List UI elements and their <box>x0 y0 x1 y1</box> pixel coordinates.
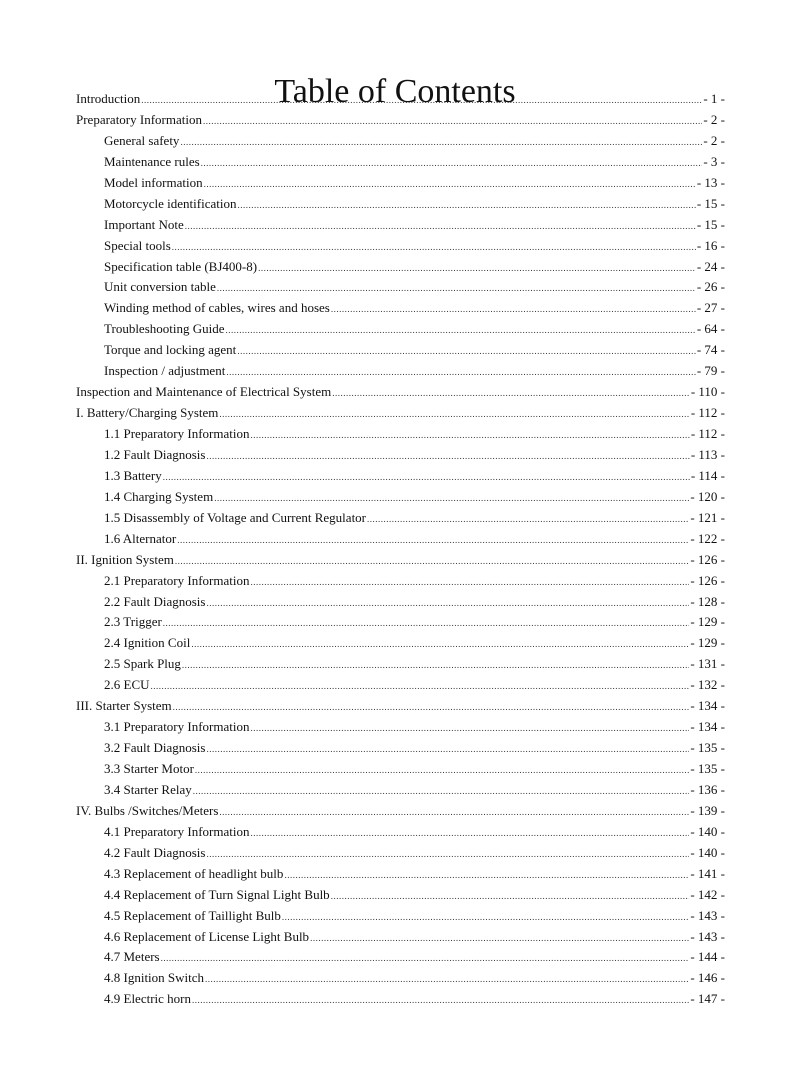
toc-entry-label: 2.4 Ignition Coil <box>104 635 191 651</box>
dot-leader <box>151 675 690 697</box>
toc-entry-page: - 132 - <box>690 677 725 693</box>
toc-entry[interactable] <box>76 403 725 424</box>
toc-entry-label: Special tools <box>104 237 171 253</box>
toc-entry-label: 3.4 Starter Relay <box>104 781 192 797</box>
dot-leader <box>226 319 696 341</box>
dot-leader <box>282 906 689 928</box>
toc-entry-page: - 140 - <box>690 823 725 839</box>
toc-entry[interactable] <box>76 989 725 1010</box>
dot-leader <box>175 550 689 572</box>
dot-leader <box>367 508 689 530</box>
toc-entry[interactable] <box>76 612 725 633</box>
toc-entry-page: - 135 - <box>690 761 725 776</box>
toc-entry-page: - 144 - <box>690 949 725 965</box>
toc-entry-label: Preparatory Information <box>76 111 202 127</box>
dot-leader <box>173 696 690 718</box>
toc-entry-page: - 143 - <box>690 907 725 923</box>
toc-entry-label: Motorcycle identification <box>104 195 237 211</box>
toc-entry-label: 2.5 Spark Plug <box>104 656 181 672</box>
toc-entry-page: - 1 - <box>703 91 725 106</box>
toc-entry-label: Introduction <box>76 91 141 106</box>
toc-entry-label: 2.2 Fault Diagnosis <box>104 593 206 609</box>
toc-entry[interactable] <box>76 298 725 319</box>
dot-leader <box>206 738 689 760</box>
toc-entry-page: - 131 - <box>690 656 725 672</box>
toc-entry-page: - 64 - <box>696 321 725 337</box>
toc-entry-label: 1.3 Battery <box>104 467 162 483</box>
dot-leader <box>250 717 689 739</box>
toc-entry-label: Maintenance rules <box>104 153 200 169</box>
toc-entry[interactable] <box>76 675 725 696</box>
dot-leader <box>332 382 690 404</box>
toc-entry[interactable] <box>76 236 725 257</box>
dot-leader <box>203 110 702 132</box>
dot-leader <box>141 89 702 111</box>
toc-entry[interactable] <box>76 466 725 487</box>
dot-leader <box>258 257 696 279</box>
dot-leader <box>214 487 689 509</box>
toc-entry-label: 4.2 Fault Diagnosis <box>104 844 206 860</box>
dot-leader <box>193 780 690 802</box>
toc-entry-page: - 114 - <box>690 467 725 483</box>
dot-leader <box>250 822 689 844</box>
toc-entry-page: - 139 - <box>690 802 725 818</box>
toc-entry-page: - 79 - <box>696 363 725 379</box>
toc-entry[interactable] <box>76 738 725 759</box>
toc-entry[interactable] <box>76 968 725 989</box>
toc-entry-label: 4.9 Electric horn <box>104 991 191 1007</box>
dot-leader <box>180 131 702 153</box>
toc-entry-page: - 122 - <box>690 530 725 546</box>
toc-entry-page: - 74 - <box>696 342 725 358</box>
toc-entry[interactable] <box>76 696 725 717</box>
table-of-contents <box>76 89 725 1010</box>
toc-entry-label: 1.4 Charging System <box>104 488 214 504</box>
toc-entry-page: - 2 - <box>703 132 725 148</box>
toc-entry[interactable] <box>76 110 725 131</box>
toc-entry[interactable] <box>76 194 725 215</box>
toc-entry-label: IV. Bulbs /Switches/Meters <box>76 802 219 818</box>
toc-entry-label: 3.1 Preparatory Information <box>104 719 250 735</box>
toc-entry[interactable] <box>76 906 725 927</box>
toc-entry-page: - 16 - <box>696 237 725 253</box>
dot-leader <box>250 424 689 446</box>
dot-leader <box>219 403 689 425</box>
toc-entry-label: 2.1 Preparatory Information <box>104 572 250 588</box>
toc-entry-page: - 112 - <box>690 405 725 421</box>
dot-leader <box>201 152 703 174</box>
toc-entry-label: 2.3 Trigger <box>104 614 162 630</box>
toc-entry-label: Winding method of cables, wires and hoses <box>104 300 330 316</box>
toc-entry-label: 3.2 Fault Diagnosis <box>104 740 206 756</box>
dot-leader <box>177 529 689 551</box>
toc-entry-page: - 129 - <box>690 614 725 630</box>
toc-entry[interactable] <box>76 445 725 466</box>
toc-entry-page: - 13 - <box>696 174 725 190</box>
toc-entry-page: - 126 - <box>690 551 725 567</box>
toc-entry[interactable] <box>76 654 725 675</box>
toc-entry-label: 4.1 Preparatory Information <box>104 823 250 839</box>
toc-entry-label: General safety <box>104 132 180 148</box>
toc-entry-label: 4.3 Replacement of headlight bulb <box>104 865 284 881</box>
toc-entry[interactable] <box>76 759 725 780</box>
toc-entry-label: 2.6 ECU <box>104 677 150 693</box>
toc-entry-label: 4.6 Replacement of License Light Bulb <box>104 928 310 944</box>
toc-entry-page: - 27 - <box>696 300 725 316</box>
dot-leader <box>250 571 689 593</box>
toc-entry[interactable] <box>76 864 725 885</box>
toc-entry[interactable] <box>76 550 725 571</box>
dot-leader <box>172 236 696 258</box>
toc-entry[interactable] <box>76 487 725 508</box>
toc-entry-label: Inspection and Maintenance of Electrical System <box>76 384 332 400</box>
toc-entry-label: 4.8 Ignition Switch <box>104 970 205 986</box>
toc-entry[interactable] <box>76 277 725 298</box>
toc-entry[interactable] <box>76 801 725 822</box>
toc-entry-label: II. Ignition System <box>76 551 174 567</box>
dot-leader <box>284 864 689 886</box>
page-title: Table of Contents <box>274 72 516 110</box>
toc-entry[interactable] <box>76 361 725 382</box>
toc-entry-page: - 129 - <box>690 635 725 651</box>
toc-entry[interactable] <box>76 717 725 738</box>
toc-entry-page: - 147 - <box>690 991 725 1007</box>
dot-leader <box>310 927 689 949</box>
toc-entry[interactable] <box>76 780 725 801</box>
toc-entry[interactable] <box>76 633 725 654</box>
toc-entry-page: - 112 - <box>690 426 725 441</box>
toc-entry-page: - 141 - <box>690 865 725 881</box>
toc-entry-label: Inspection / adjustment <box>104 363 226 379</box>
toc-entry-label: Important Note <box>104 216 184 232</box>
dot-leader <box>331 298 696 320</box>
toc-entry-label: 1.1 Preparatory Information <box>104 426 250 441</box>
toc-entry-page: - 110 - <box>690 384 725 400</box>
toc-entry-label: Specification table (BJ400-8) <box>104 258 258 274</box>
dot-leader <box>206 445 689 467</box>
dot-leader <box>163 466 690 488</box>
toc-entry-label: 3.3 Starter Motor <box>104 761 194 776</box>
toc-entry-page: - 15 - <box>696 195 725 211</box>
toc-entry[interactable] <box>76 89 725 110</box>
dot-leader <box>206 592 689 614</box>
dot-leader <box>182 654 689 676</box>
toc-entry[interactable] <box>76 822 725 843</box>
toc-entry[interactable] <box>76 319 725 340</box>
dot-leader <box>205 968 689 990</box>
toc-entry-label: Model information <box>104 174 203 190</box>
toc-entry-label: 4.4 Replacement of Turn Signal Light Bulb <box>104 886 330 902</box>
toc-entry-page: - 143 - <box>690 928 725 944</box>
toc-entry-page: - 140 - <box>690 844 725 860</box>
toc-entry-page: - 121 - <box>690 509 725 525</box>
toc-entry[interactable] <box>76 173 725 194</box>
dot-leader <box>204 173 696 195</box>
toc-entry[interactable] <box>76 257 725 278</box>
toc-entry[interactable] <box>76 947 725 968</box>
toc-entry-page: - 142 - <box>690 886 725 902</box>
toc-entry-label: 1.5 Disassembly of Voltage and Current Regulator <box>104 509 367 525</box>
toc-entry[interactable] <box>76 382 725 403</box>
toc-entry-page: - 134 - <box>690 698 725 714</box>
dot-leader <box>192 989 689 1011</box>
toc-entry[interactable] <box>76 592 725 613</box>
dot-leader <box>237 194 695 216</box>
toc-entry-page: - 146 - <box>690 970 725 986</box>
toc-entry[interactable] <box>76 131 725 152</box>
toc-entry-label: I. Battery/Charging System <box>76 405 219 421</box>
dot-leader <box>163 612 690 634</box>
dot-leader <box>331 885 690 907</box>
dot-leader <box>161 947 690 969</box>
toc-entry[interactable] <box>76 424 725 445</box>
dot-leader <box>219 801 689 823</box>
toc-entry-page: - 126 - <box>690 572 725 588</box>
toc-entry-page: - 113 - <box>690 446 725 462</box>
toc-entry-page: - 136 - <box>690 781 725 797</box>
dot-leader <box>185 215 696 237</box>
toc-entry-label: III. Starter System <box>76 698 172 714</box>
toc-entry[interactable] <box>76 529 725 550</box>
toc-entry-page: - 120 - <box>690 488 725 504</box>
toc-entry-page: - 26 - <box>696 279 725 295</box>
toc-entry-label: 4.5 Replacement of Taillight Bulb <box>104 907 281 923</box>
toc-entry-page: - 2 - <box>703 111 725 127</box>
toc-entry[interactable] <box>76 927 725 948</box>
toc-entry-label: 1.6 Alternator <box>104 530 177 546</box>
toc-entry-page: - 24 - <box>696 258 725 274</box>
toc-entry-label: Torque and locking agent <box>104 342 237 358</box>
toc-entry-label: 4.7 Meters <box>104 949 160 965</box>
toc-entry-page: - 135 - <box>690 740 725 756</box>
toc-entry[interactable] <box>76 885 725 906</box>
dot-leader <box>195 759 689 781</box>
toc-entry[interactable] <box>76 340 725 361</box>
toc-entry[interactable] <box>76 571 725 592</box>
dot-leader <box>237 340 696 362</box>
toc-entry-label: 1.2 Fault Diagnosis <box>104 446 206 462</box>
toc-entry-page: - 15 - <box>696 216 725 232</box>
toc-entry[interactable] <box>76 215 725 236</box>
toc-entry[interactable] <box>76 508 725 529</box>
toc-entry-label: Unit conversion table <box>104 279 216 295</box>
toc-entry-label: Troubleshooting Guide <box>104 321 225 337</box>
dot-leader <box>217 277 696 299</box>
dot-leader <box>226 361 696 383</box>
toc-entry-page: - 128 - <box>690 593 725 609</box>
toc-entry-page: - 134 - <box>690 719 725 735</box>
dot-leader <box>191 633 689 655</box>
toc-entry-page: - 3 - <box>703 153 725 169</box>
dot-leader <box>206 843 689 865</box>
toc-entry[interactable] <box>76 152 725 173</box>
toc-entry[interactable] <box>76 843 725 864</box>
